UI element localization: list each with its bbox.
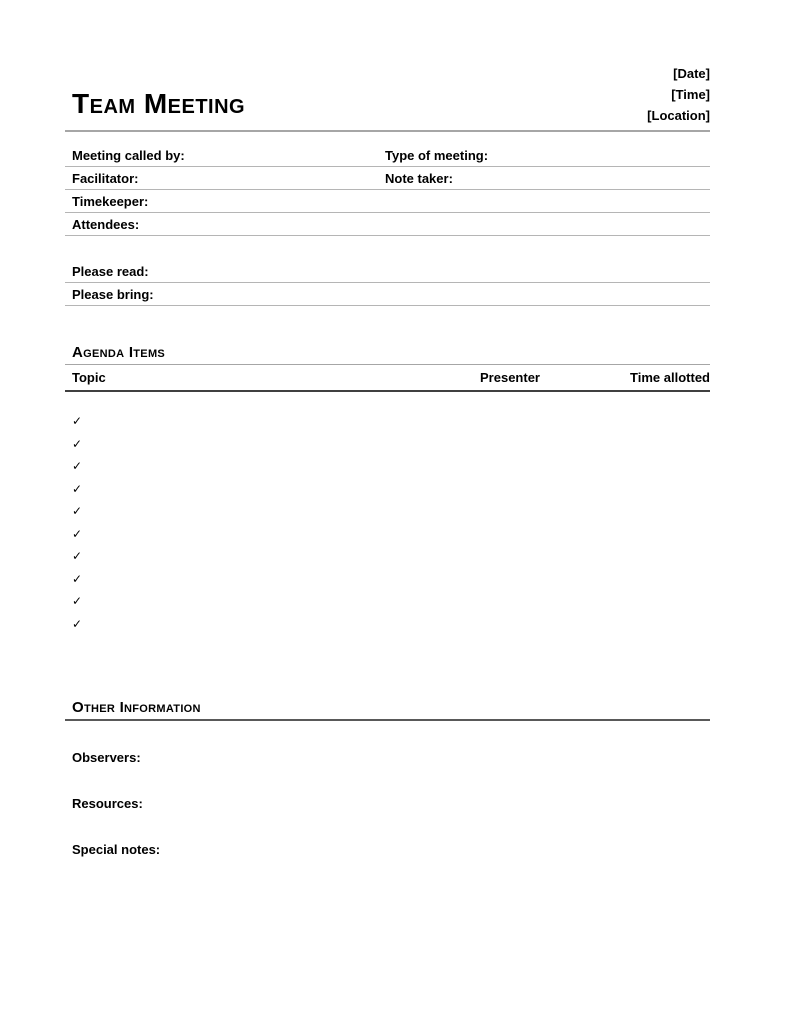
agenda-topic-value[interactable] — [92, 523, 480, 546]
agenda-presenter-value[interactable] — [480, 478, 625, 501]
info-row-facilitator — [65, 167, 710, 190]
agenda-time-value[interactable] — [625, 523, 710, 546]
checkmark-icon: ✓ — [72, 594, 83, 609]
other-information-section-title: Other Information — [65, 699, 710, 721]
agenda-topic-value[interactable] — [92, 613, 480, 636]
agenda-presenter-value[interactable] — [480, 500, 625, 523]
agenda-section — [65, 344, 710, 635]
agenda-time-value[interactable] — [625, 613, 710, 636]
checkmark-icon: ✓ — [72, 436, 83, 451]
agenda-row — [65, 568, 710, 591]
agenda-presenter-value[interactable] — [480, 455, 625, 478]
agenda-row — [65, 545, 710, 568]
special-notes-label: Special notes: — [72, 842, 161, 857]
agenda-presenter-value[interactable] — [480, 590, 625, 613]
special-notes-field — [65, 842, 710, 858]
info-row-called-by — [65, 144, 710, 167]
agenda-topic-value[interactable] — [92, 500, 480, 523]
note-taker-label: Note taker: — [385, 170, 453, 186]
timekeeper-value[interactable] — [148, 190, 710, 212]
time-placeholder[interactable]: [Time] — [671, 87, 710, 102]
info-col — [65, 148, 378, 163]
info-row-timekeeper — [65, 190, 710, 213]
agenda-time-value[interactable] — [625, 410, 710, 433]
info-row-attendees — [65, 213, 710, 236]
meeting-info-section — [65, 144, 710, 306]
checkmark-icon: ✓ — [72, 571, 83, 586]
info-row-please-read — [65, 260, 710, 283]
agenda-table-header — [65, 365, 710, 392]
checkmark-icon: ✓ — [72, 549, 83, 564]
observers-label: Observers: — [72, 750, 141, 765]
please-read-value[interactable] — [149, 260, 710, 282]
agenda-time-value[interactable] — [625, 455, 710, 478]
agenda-presenter-value[interactable] — [480, 410, 625, 433]
agenda-time-value[interactable] — [625, 433, 710, 456]
document-header — [65, 0, 710, 132]
time-allotted-column-header: Time allotted — [630, 370, 710, 385]
agenda-row — [65, 455, 710, 478]
checkmark-icon: ✓ — [72, 414, 83, 429]
agenda-row — [65, 523, 710, 546]
agenda-time-value[interactable] — [625, 568, 710, 591]
agenda-topic-value[interactable] — [92, 590, 480, 613]
agenda-topic-value[interactable] — [92, 455, 480, 478]
info-col — [65, 171, 378, 186]
checkmark-icon: ✓ — [72, 504, 83, 519]
agenda-row — [65, 433, 710, 456]
agenda-time-value[interactable] — [625, 478, 710, 501]
agenda-presenter-value[interactable] — [480, 433, 625, 456]
please-bring-label: Please bring: — [72, 286, 154, 302]
location-placeholder[interactable]: [Location] — [647, 108, 710, 123]
agenda-row — [65, 613, 710, 636]
attendees-label: Attendees: — [72, 216, 140, 232]
section-spacer — [65, 236, 710, 260]
agenda-presenter-value[interactable] — [480, 545, 625, 568]
agenda-row — [65, 590, 710, 613]
agenda-time-value[interactable] — [625, 590, 710, 613]
type-of-meeting-label: Type of meeting: — [385, 147, 489, 163]
meeting-called-by-label: Meeting called by: — [72, 147, 185, 163]
agenda-topic-value[interactable] — [92, 433, 480, 456]
agenda-row — [65, 500, 710, 523]
info-col — [378, 148, 710, 163]
agenda-time-value[interactable] — [625, 545, 710, 568]
checkmark-icon: ✓ — [72, 459, 83, 474]
checkmark-icon: ✓ — [72, 526, 83, 541]
attendees-value[interactable] — [139, 213, 710, 235]
info-col — [378, 171, 710, 186]
page-title: Team Meeting — [72, 88, 246, 119]
agenda-topic-value[interactable] — [92, 545, 480, 568]
agenda-time-value[interactable] — [625, 500, 710, 523]
agenda-section-title: Agenda Items — [65, 344, 710, 365]
agenda-topic-value[interactable] — [92, 410, 480, 433]
agenda-row — [65, 410, 710, 433]
agenda-presenter-value[interactable] — [480, 613, 625, 636]
observers-field — [65, 750, 710, 766]
agenda-presenter-value[interactable] — [480, 568, 625, 591]
checkmark-icon: ✓ — [72, 481, 83, 496]
other-information-section — [65, 699, 710, 858]
agenda-row — [65, 478, 710, 501]
info-row-please-bring — [65, 283, 710, 306]
date-placeholder[interactable]: [Date] — [673, 66, 710, 81]
facilitator-label: Facilitator: — [72, 170, 139, 186]
resources-field — [65, 796, 710, 812]
agenda-presenter-value[interactable] — [480, 523, 625, 546]
topic-column-header: Topic — [72, 370, 106, 385]
presenter-column-header: Presenter — [480, 370, 540, 385]
please-bring-value[interactable] — [154, 283, 710, 305]
header-placeholders — [647, 63, 710, 126]
checkmark-icon: ✓ — [72, 616, 83, 631]
agenda-topic-value[interactable] — [92, 478, 480, 501]
please-read-label: Please read: — [72, 263, 149, 279]
agenda-topic-value[interactable] — [92, 568, 480, 591]
timekeeper-label: Timekeeper: — [72, 193, 149, 209]
agenda-rows — [65, 410, 710, 635]
resources-label: Resources: — [72, 796, 143, 811]
